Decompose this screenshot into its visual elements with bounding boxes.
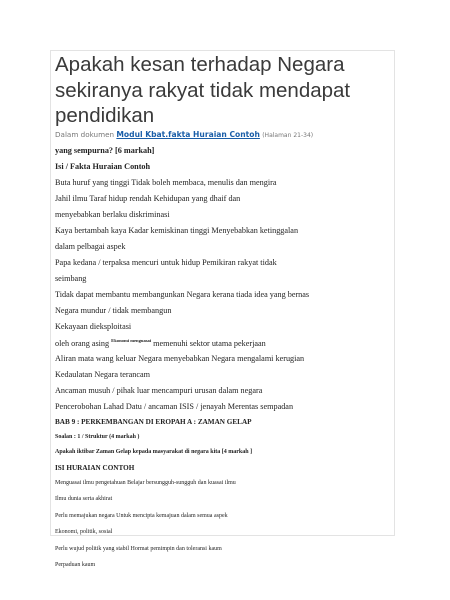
doc-line: Ancaman musuh / pihak luar mencampuri urusan dalam negara <box>55 386 263 395</box>
doc-line-superscript: Ekonomi menguasai <box>111 338 152 343</box>
doc-line-part: memenuhi sektor utama pekerjaan <box>153 339 266 348</box>
doc-line: Kekayaan dieksploitasi <box>55 322 132 331</box>
doc-line: Soalan : 1 / Struktur (4 markah ) <box>55 434 140 440</box>
doc-line: Perlu memajukan negara Untuk mencipta kemajuan dalam semua aspek <box>55 513 228 519</box>
document-link[interactable]: Modul Kbat.fakta Huraian Contoh <box>116 130 260 139</box>
doc-line: Menguasai ilmu pengetahuan Belajar bersungguh-sungguh dan kuasai ilmu <box>55 480 236 486</box>
doc-line: Ilmu dunia serta akhirat <box>55 496 113 502</box>
source-prefix: Dalam dokumen <box>55 130 115 139</box>
doc-line: Ekonomi, politik, sosial <box>55 529 113 535</box>
doc-line: Papa kedana / terpaksa mencuri untuk hidup Pemikiran rakyat tidak <box>55 258 277 267</box>
doc-line: Kaya bertambah kaya Kadar kemiskinan tinggi Menyebabkan ketinggalan <box>55 226 299 235</box>
doc-line: Negara mundur / tidak membangun <box>55 306 172 315</box>
doc-line: Buta huruf yang tinggi Tidak boleh membaca, menulis dan mengira <box>55 178 277 187</box>
doc-line: yang sempurna? [6 markah] <box>55 146 155 155</box>
doc-line: ISI HURAIAN CONTOH <box>55 464 135 472</box>
doc-line: seimbang <box>55 274 87 283</box>
doc-line: Perlu wujud politik yang stabil Hormat pemimpin dan toleransi kaum <box>55 546 222 552</box>
doc-line: Isi / Fakta Huraian Contoh <box>55 162 151 171</box>
doc-line: dalam pelbagai aspek <box>55 242 126 251</box>
page-range: (Halaman 21-34) <box>262 132 314 139</box>
doc-line-mixed <box>55 338 266 348</box>
page-title: Apakah kesan terhadap Negara sekiranya rakyat tidak mendapat pendidikan <box>55 53 351 127</box>
doc-line: Aliran mata wang keluar Negara menyebabkan Negara mengalami kerugian <box>55 354 305 363</box>
doc-line: Apakah iktibar Zaman Gelap kepada masyarakat di negara kita [4 markah ] <box>55 449 253 455</box>
doc-line: Perpaduan kaum <box>55 562 96 568</box>
doc-line: Jahil ilmu Taraf hidup rendah Kehidupan yang dhaif dan <box>55 194 241 203</box>
doc-line: Pencerobohan Lahad Datu / ancaman ISIS / jenayah Merentas sempadan <box>55 402 294 411</box>
doc-line-part: oleh orang asing <box>55 339 110 348</box>
doc-line: Tidak dapat membantu membangunkan Negara kerana tiada idea yang bernas <box>55 290 310 299</box>
doc-line: menyebabkan berlaku diskriminasi <box>55 210 170 219</box>
source-line <box>55 130 390 139</box>
chapter-heading: BAB 9 : PERKEMBANGAN DI EROPAH A : ZAMAN GELAP <box>55 418 252 426</box>
doc-line: Kedaulatan Negara terancam <box>55 370 151 379</box>
